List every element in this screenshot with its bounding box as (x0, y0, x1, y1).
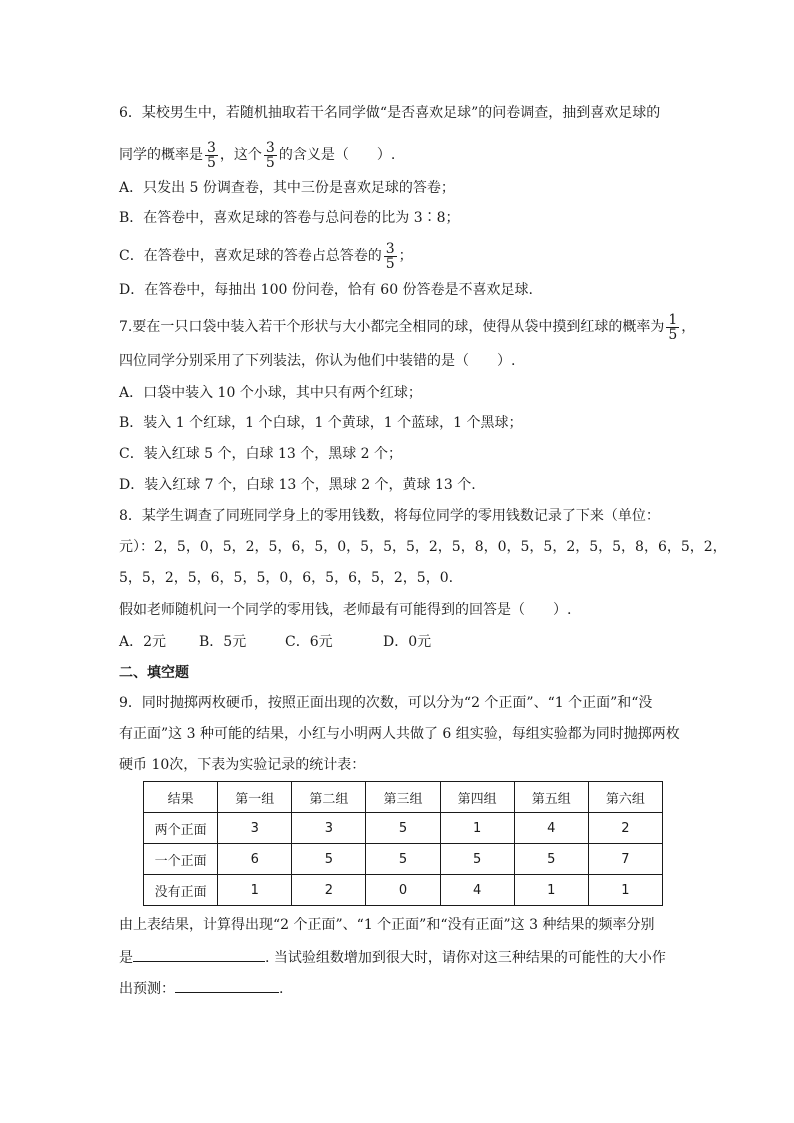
q6-fraction-3 (384, 242, 397, 271)
table-header-row (144, 782, 663, 813)
q8-option-b: B．5元 (199, 634, 247, 650)
fraction-numerator: 3 (207, 139, 216, 156)
table-cell: 0 (366, 875, 440, 906)
table-row (144, 813, 663, 844)
table-cell: 5 (366, 813, 440, 844)
fraction-denominator: 5 (207, 154, 216, 171)
q6-line1: 6．某校男生中，若随机抽取若干名同学做“是否喜欢足球”的问卷调查，抽到喜欢足球的 (119, 105, 661, 121)
table-header-cell: 第四组 (440, 782, 514, 813)
table-cell: 2 (588, 813, 662, 844)
q6-line2 (119, 138, 694, 172)
table-row (144, 844, 663, 875)
q7-line1-end: ， (681, 319, 696, 335)
table-cell: 5 (440, 844, 514, 875)
q9-line2: 有正面”这 3 种可能的结果，小红与小明两人共做了 6 组实验，每组实验都为同时抛掷两枚 (119, 726, 680, 742)
q6-line2-c: 的含义是（ ）. (278, 147, 396, 163)
q8-option-a: A．2元 (119, 634, 167, 650)
q7-option-c: C．装入红球 5 个，白球 13 个，黑球 2 个； (119, 446, 403, 462)
table-row-label: 两个正面 (144, 813, 218, 844)
table-cell: 7 (588, 844, 662, 875)
table-row-label: 一个正面 (144, 844, 218, 875)
q8-options (119, 632, 694, 652)
table-cell: 3 (218, 813, 292, 844)
table-cell: 5 (292, 844, 366, 875)
table-header-cell: 第五组 (514, 782, 588, 813)
fraction-denominator: 5 (668, 326, 678, 343)
q8-line1: 8．某学生调查了同班同学身上的零用钱数，将每位同学的零用钱数记录了下来（单位： (119, 508, 660, 524)
table-header-cell: 第一组 (218, 782, 292, 813)
q6-option-c-b: ； (398, 248, 413, 264)
q6-option-c (119, 239, 694, 273)
q9-after-line2-b: . 当试验组数增加到很大时，请你对这三种结果的可能性的大小作 (265, 950, 666, 966)
q7-option-b: B．装入 1 个红球，1 个白球，1 个黄球，1 个蓝球，1 个黑球； (119, 415, 523, 431)
table-cell: 1 (440, 813, 514, 844)
q9-after-line3 (119, 977, 694, 999)
table-cell: 5 (366, 844, 440, 875)
q7-line2: 四位同学分别采用了下列装法，你认为他们中装错的是（ ）. (119, 353, 516, 369)
table-header-cell: 结果 (144, 782, 218, 813)
table-row-label: 没有正面 (144, 875, 218, 906)
table-cell: 6 (218, 844, 292, 875)
q8-line3: 5，5，2，5，6，5，5，0，6，5，6，5，2，5，0. (119, 570, 454, 586)
q6-fraction-2 (264, 141, 277, 170)
q9-after-line2 (119, 946, 694, 968)
table-cell: 1 (218, 875, 292, 906)
table-header-cell: 第三组 (366, 782, 440, 813)
answer-blank-prediction[interactable] (175, 977, 279, 993)
q6-line2-b: ，这个 (219, 147, 262, 163)
q8-option-c: C．6元 (285, 634, 333, 650)
q9-line3: 硬币 10次，下表为实验记录的统计表： (119, 757, 366, 773)
table-header-cell: 第六组 (588, 782, 662, 813)
q7-line1 (119, 310, 694, 344)
table-cell: 4 (514, 813, 588, 844)
table-cell: 2 (292, 875, 366, 906)
q9-line1: 9．同时抛掷两枚硬币，按照正面出现的次数，可以分为“2 个正面”、“1 个正面”和“没 (119, 695, 653, 711)
fraction-numerator: 3 (385, 240, 395, 257)
fraction-denominator: 5 (265, 154, 275, 171)
q6-option-c-a: C．在答卷中，喜欢足球的答卷占总答卷的 (119, 248, 382, 264)
table-cell: 1 (588, 875, 662, 906)
q8-line2: 元）：2，5，0，5，2，5，6，5，0，5，5，5，2，5，8，0，5，5，2，5，5，8，6，5，2， (119, 539, 727, 555)
q6-option-d: D．在答卷中，每抽出 100 份问卷，恰有 60 份答卷是不喜欢足球. (119, 282, 534, 298)
section-heading: 二、填空题 (119, 665, 189, 681)
table-cell: 3 (292, 813, 366, 844)
fraction-denominator: 5 (385, 255, 395, 272)
q8-option-d: D．0元 (383, 634, 432, 650)
q8-line4: 假如老师随机问一个同学的零用钱，老师最有可能得到的回答是（ ）. (119, 602, 572, 618)
q7-fraction (666, 313, 679, 342)
table-header-cell: 第二组 (292, 782, 366, 813)
fraction-numerator: 1 (668, 311, 678, 328)
table-cell: 1 (514, 875, 588, 906)
q6-line2-a: 同学的概率是 (119, 147, 203, 163)
q9-after-line3-a: 出预测： (119, 981, 175, 997)
q7-line1-text: 7.要在一只口袋中装入若干个形状与大小都完全相同的球，使得从袋中摸到红球的概率为 (119, 319, 665, 335)
table-row (144, 875, 663, 906)
table-cell: 4 (440, 875, 514, 906)
q9-after-line2-a: 是 (119, 950, 133, 966)
table-cell: 5 (514, 844, 588, 875)
answer-blank-frequencies[interactable] (133, 946, 265, 962)
q6-option-b: B．在答卷中，喜欢足球的答卷与总问卷的比为 3∶8； (119, 210, 460, 226)
fraction-numerator: 3 (265, 139, 275, 156)
q6-option-a: A．只发出 5 份调查卷，其中三份是喜欢足球的答卷； (119, 180, 455, 196)
q9-after-line1: 由上表结果，计算得出现“2 个正面”、“1 个正面”和“没有正面”这 3 种结果的频率分别 (119, 917, 655, 933)
q7-option-a: A．口袋中装入 10 个小球，其中只有两个红球； (119, 385, 422, 401)
q9-after-line3-b: . (279, 981, 284, 997)
q7-option-d: D．装入红球 7 个，白球 13 个，黑球 2 个，黄球 13 个. (119, 477, 476, 493)
experiment-table (143, 781, 663, 906)
q6-fraction-1 (205, 141, 218, 170)
